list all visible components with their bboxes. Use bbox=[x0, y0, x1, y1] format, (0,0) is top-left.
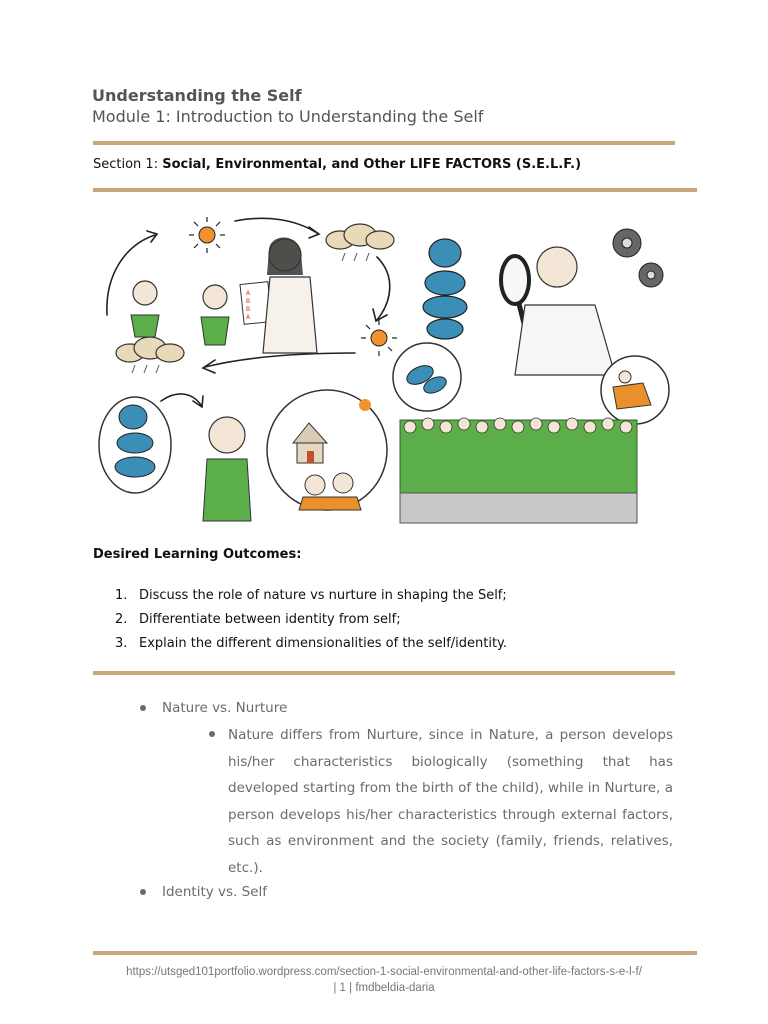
section-heading bbox=[93, 157, 581, 172]
outcomes-title bbox=[93, 547, 301, 562]
section-prefix: Section 1: bbox=[93, 157, 163, 172]
list-item-text: Differentiate between identity from self; bbox=[139, 612, 401, 627]
sun-icon-1 bbox=[189, 217, 225, 253]
list-item-text: Discuss the role of nature vs nurture in shaping the Self; bbox=[139, 588, 507, 603]
list-item bbox=[115, 584, 507, 608]
arrow-curve-2 bbox=[235, 218, 317, 233]
bubble-dna-figure-large bbox=[99, 397, 171, 493]
footer-url: https://utsged101portfolio.wordpress.com/section-1-social-environmental-and-other-life-factors-s-e-l-f/ bbox=[126, 966, 642, 978]
list-number: 3. bbox=[115, 636, 128, 651]
bullet-text: Identity vs. Self bbox=[162, 884, 268, 900]
arrow-curve-3 bbox=[377, 257, 390, 320]
arrow-curve-4 bbox=[205, 353, 355, 367]
module-title: Module 1: Introduction to Understanding the Self bbox=[92, 107, 484, 126]
dna-figure-top bbox=[423, 239, 467, 339]
list-item bbox=[115, 632, 507, 656]
sub-bullet-paragraph: Nature differs from Nurture, since in Nature, a person develops his/her characteristics biologically (something that has developed starting from the birth of the child), while in Nurture, a person develops his/her characteristics through external factors, such as environment and the society (family, friends, relatives, etc.). bbox=[228, 727, 673, 876]
section-title: Social, Environmental, and Other LIFE FACTORS (S.E.L.F.) bbox=[162, 157, 582, 172]
list-number: 1. bbox=[115, 588, 128, 603]
outcomes-title-colon: : bbox=[296, 547, 302, 562]
child-figure-2 bbox=[201, 285, 229, 345]
sheet-letter-a2: A bbox=[246, 314, 251, 321]
bullet-dot bbox=[140, 889, 146, 895]
arrow-head-2 bbox=[309, 227, 319, 238]
divider-section bbox=[93, 188, 697, 192]
sheet-letter-b1: B bbox=[246, 298, 251, 305]
teen-figure bbox=[203, 417, 251, 521]
gears-icon bbox=[613, 229, 663, 287]
sun-icon-2 bbox=[361, 320, 397, 356]
rain-icon-1 bbox=[342, 253, 369, 261]
bubble-family bbox=[601, 356, 669, 424]
footer-page-line: | 1 | fmdbeldia-daria bbox=[333, 982, 435, 994]
bubble-environment bbox=[267, 390, 387, 510]
bullet-identity-self bbox=[140, 884, 267, 900]
crowd-figures bbox=[400, 418, 637, 523]
bullet-dot bbox=[140, 705, 146, 711]
sheet-letter-b2: B bbox=[246, 306, 251, 313]
teacher-figure bbox=[263, 237, 317, 353]
scientist-figure bbox=[515, 247, 615, 375]
divider-footer bbox=[93, 951, 697, 955]
rain-icon-2 bbox=[132, 365, 159, 373]
outcomes-list bbox=[115, 584, 507, 656]
list-number: 2. bbox=[115, 612, 128, 627]
child-figure-1 bbox=[131, 281, 159, 337]
cloud-icon-1 bbox=[326, 224, 394, 249]
sub-bullet-dot bbox=[209, 731, 215, 737]
self-factors-illustration bbox=[95, 205, 681, 527]
arrow-curve-5 bbox=[161, 394, 201, 405]
divider-top bbox=[93, 141, 675, 145]
bullet-text: Nature vs. Nurture bbox=[162, 700, 288, 716]
bubble-dna-figure bbox=[393, 343, 461, 411]
divider-outcomes bbox=[93, 671, 675, 675]
cloud-icon-2 bbox=[116, 337, 184, 362]
course-title: Understanding the Self bbox=[92, 86, 302, 105]
sheet-letter-a1: A bbox=[246, 290, 251, 297]
outcomes-title-text: Desired Learning Outcomes bbox=[93, 547, 297, 562]
bullet-nature-nurture bbox=[140, 700, 287, 716]
list-item-text: Explain the different dimensionalities of the self/identity. bbox=[139, 636, 508, 651]
list-item bbox=[115, 608, 507, 632]
